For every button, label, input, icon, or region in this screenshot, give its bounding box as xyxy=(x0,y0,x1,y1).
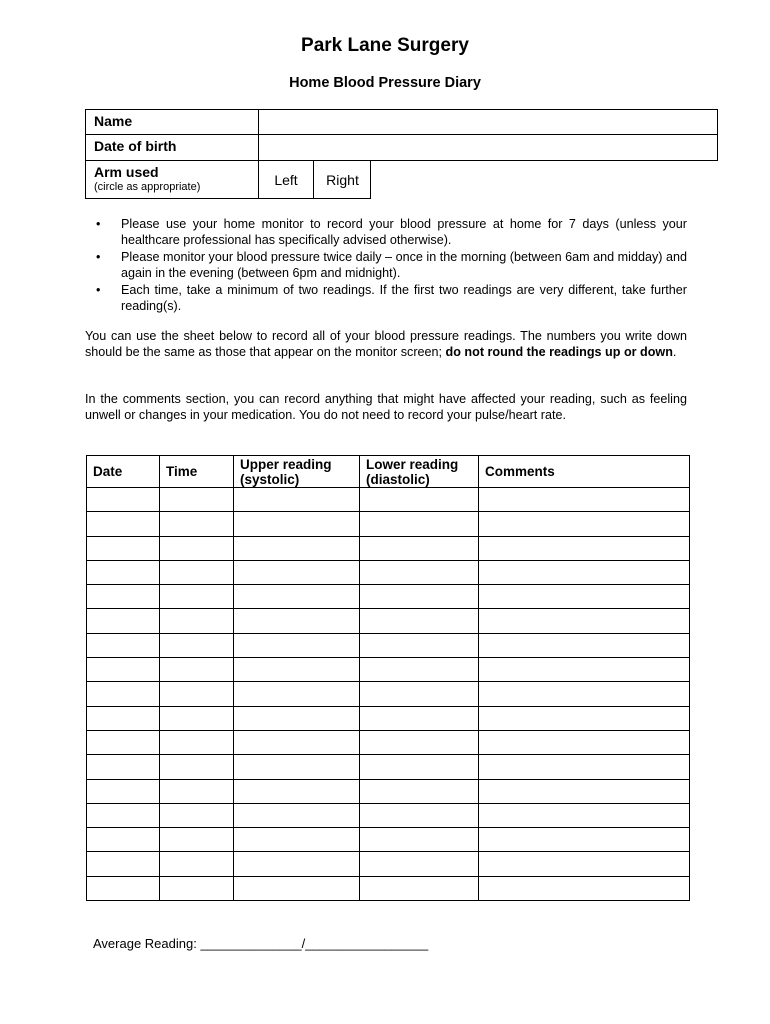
systolic-cell[interactable] xyxy=(234,609,360,633)
systolic-cell[interactable] xyxy=(234,730,360,754)
date-cell[interactable] xyxy=(87,876,160,900)
time-cell[interactable] xyxy=(160,585,234,609)
table-row xyxy=(87,852,690,876)
time-cell[interactable] xyxy=(160,755,234,779)
time-cell[interactable] xyxy=(160,876,234,900)
table-row xyxy=(87,779,690,803)
instruction-text: Each time, take a minimum of two readings. If the first two readings are very different, take further reading(s). xyxy=(121,283,687,313)
name-label xyxy=(86,110,259,134)
table-row xyxy=(87,560,690,584)
date-cell[interactable] xyxy=(87,609,160,633)
diastolic-cell[interactable] xyxy=(360,512,479,536)
recording-text: You can use the sheet below to record all of your blood pressure readings. The numbers you write down should be the same as those that appear on the monitor screen; xyxy=(85,329,687,359)
comments-cell[interactable] xyxy=(479,633,690,657)
comments-cell[interactable] xyxy=(479,585,690,609)
name-field[interactable] xyxy=(259,110,717,134)
systolic-cell[interactable] xyxy=(234,585,360,609)
comments-cell[interactable] xyxy=(479,779,690,803)
table-row xyxy=(87,536,690,560)
patient-info-block xyxy=(85,109,718,199)
average-reading-line[interactable]: Average Reading: ______________/_________________ xyxy=(93,936,429,951)
time-cell[interactable] xyxy=(160,633,234,657)
table-row xyxy=(87,706,690,730)
time-cell[interactable] xyxy=(160,512,234,536)
table-row xyxy=(87,658,690,682)
diastolic-cell[interactable] xyxy=(360,730,479,754)
column-header-systolic: Upper reading (systolic) xyxy=(234,456,360,488)
time-cell[interactable] xyxy=(160,560,234,584)
time-cell[interactable] xyxy=(160,828,234,852)
diastolic-cell[interactable] xyxy=(360,560,479,584)
bullet-icon: • xyxy=(96,217,101,231)
diastolic-cell[interactable] xyxy=(360,779,479,803)
systolic-cell[interactable] xyxy=(234,560,360,584)
date-cell[interactable] xyxy=(87,488,160,512)
instruction-item xyxy=(85,250,687,281)
instruction-item xyxy=(85,217,687,248)
table-row xyxy=(87,876,690,900)
readings-body xyxy=(87,488,690,901)
systolic-cell[interactable] xyxy=(234,828,360,852)
time-cell[interactable] xyxy=(160,609,234,633)
arm-hint: (circle as appropriate) xyxy=(94,181,201,193)
name-row xyxy=(85,109,718,135)
time-cell[interactable] xyxy=(160,852,234,876)
arm-row xyxy=(85,160,371,199)
date-cell[interactable] xyxy=(87,512,160,536)
table-row xyxy=(87,488,690,512)
date-cell[interactable] xyxy=(87,682,160,706)
diastolic-cell[interactable] xyxy=(360,828,479,852)
table-row xyxy=(87,512,690,536)
systolic-cell[interactable] xyxy=(234,803,360,827)
comments-cell[interactable] xyxy=(479,803,690,827)
arm-option-right[interactable]: Right xyxy=(326,172,359,188)
diastolic-cell[interactable] xyxy=(360,706,479,730)
time-cell[interactable] xyxy=(160,682,234,706)
column-header-date: Date xyxy=(87,456,160,488)
time-cell[interactable] xyxy=(160,803,234,827)
systolic-cell[interactable] xyxy=(234,488,360,512)
systolic-cell[interactable] xyxy=(234,852,360,876)
document-title: Park Lane Surgery xyxy=(301,35,469,56)
comments-cell[interactable] xyxy=(479,755,690,779)
date-cell[interactable] xyxy=(87,730,160,754)
time-cell[interactable] xyxy=(160,658,234,682)
time-cell[interactable] xyxy=(160,779,234,803)
comments-paragraph: In the comments section, you can record anything that might have affected your reading, such as feeling unwell or changes in your medication. You do not need to record your pulse/heart rate. xyxy=(85,392,687,422)
dob-field[interactable] xyxy=(259,135,717,160)
column-header-time: Time xyxy=(160,456,234,488)
comments-cell[interactable] xyxy=(479,512,690,536)
instruction-text: Please use your home monitor to record your blood pressure at home for 7 days (unless your healthcare professional has specifically advised otherwise). xyxy=(121,217,687,247)
table-header-row xyxy=(87,456,690,488)
arm-label xyxy=(86,161,259,198)
instruction-item xyxy=(85,283,687,314)
name-label-text: Name xyxy=(94,113,133,129)
systolic-cell[interactable] xyxy=(234,876,360,900)
diastolic-cell[interactable] xyxy=(360,682,479,706)
date-cell[interactable] xyxy=(87,536,160,560)
comments-cell[interactable] xyxy=(479,658,690,682)
comments-cell[interactable] xyxy=(479,488,690,512)
comments-cell[interactable] xyxy=(479,560,690,584)
date-cell[interactable] xyxy=(87,779,160,803)
bullet-icon: • xyxy=(96,250,101,264)
diastolic-cell[interactable] xyxy=(360,755,479,779)
date-cell[interactable] xyxy=(87,633,160,657)
date-cell[interactable] xyxy=(87,755,160,779)
bullet-icon: • xyxy=(96,283,101,297)
dob-row xyxy=(85,134,718,161)
comments-cell[interactable] xyxy=(479,876,690,900)
diastolic-cell[interactable] xyxy=(360,876,479,900)
arm-label-text: Arm used xyxy=(94,164,159,180)
systolic-cell[interactable] xyxy=(234,755,360,779)
diastolic-cell[interactable] xyxy=(360,803,479,827)
diastolic-cell[interactable] xyxy=(360,536,479,560)
column-header-diastolic: Lower reading (diastolic) xyxy=(360,456,479,488)
readings-table xyxy=(86,455,690,901)
time-cell[interactable] xyxy=(160,730,234,754)
comments-cell[interactable] xyxy=(479,828,690,852)
column-header-comments: Comments xyxy=(479,456,690,488)
time-cell[interactable] xyxy=(160,536,234,560)
date-cell[interactable] xyxy=(87,706,160,730)
date-cell[interactable] xyxy=(87,852,160,876)
recording-text-end: . xyxy=(672,344,677,359)
date-cell[interactable] xyxy=(87,828,160,852)
diastolic-cell[interactable] xyxy=(360,585,479,609)
instruction-list xyxy=(85,217,687,316)
table-row xyxy=(87,585,690,609)
document-subtitle: Home Blood Pressure Diary xyxy=(289,75,481,91)
diastolic-cell[interactable] xyxy=(360,852,479,876)
table-row xyxy=(87,682,690,706)
dob-label xyxy=(86,135,259,160)
systolic-cell[interactable] xyxy=(234,682,360,706)
systolic-cell[interactable] xyxy=(234,536,360,560)
table-row xyxy=(87,803,690,827)
diastolic-cell[interactable] xyxy=(360,609,479,633)
date-cell[interactable] xyxy=(87,658,160,682)
comments-cell[interactable] xyxy=(479,852,690,876)
comments-cell[interactable] xyxy=(479,706,690,730)
date-cell[interactable] xyxy=(87,585,160,609)
instruction-text: Please monitor your blood pressure twice daily – once in the morning (between 6am and midday) and again in the evening (between 6pm and midnight). xyxy=(121,250,687,280)
time-cell[interactable] xyxy=(160,706,234,730)
systolic-cell[interactable] xyxy=(234,706,360,730)
diastolic-cell[interactable] xyxy=(360,633,479,657)
diastolic-cell[interactable] xyxy=(360,658,479,682)
comments-cell[interactable] xyxy=(479,536,690,560)
dob-label-text: Date of birth xyxy=(94,138,177,154)
comments-cell[interactable] xyxy=(479,609,690,633)
systolic-cell[interactable] xyxy=(234,512,360,536)
arm-option-left[interactable]: Left xyxy=(259,161,314,198)
date-cell[interactable] xyxy=(87,560,160,584)
table-row xyxy=(87,755,690,779)
comments-cell[interactable] xyxy=(479,730,690,754)
table-row xyxy=(87,633,690,657)
date-cell[interactable] xyxy=(87,803,160,827)
table-row xyxy=(87,730,690,754)
systolic-cell[interactable] xyxy=(234,658,360,682)
rounding-warning: do not round the readings up or down xyxy=(445,344,673,359)
table-row xyxy=(87,828,690,852)
systolic-cell[interactable] xyxy=(234,779,360,803)
comments-cell[interactable] xyxy=(479,682,690,706)
table-row xyxy=(87,609,690,633)
diastolic-cell[interactable] xyxy=(360,488,479,512)
systolic-cell[interactable] xyxy=(234,633,360,657)
recording-paragraph xyxy=(85,329,687,360)
time-cell[interactable] xyxy=(160,488,234,512)
